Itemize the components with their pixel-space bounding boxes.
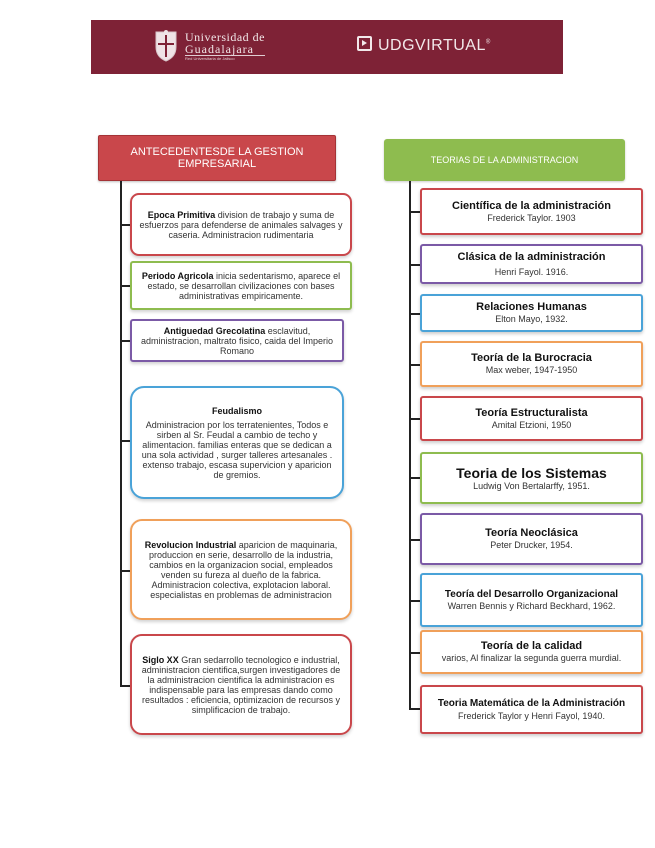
play-square-icon (357, 36, 372, 51)
udg-logo-text (185, 31, 265, 62)
era-card-feudalismo (130, 386, 344, 499)
era-text: Administracion por los terratenientes, Todos e sirben al Sr. Feudal a cambio de techo y alimentacion. familias enteras que se dedican a una sola actividad , surger talleres artesanales . extenso trabajo, escasa supervicion y aparicion de gremios. (141, 419, 333, 480)
university-banner (91, 20, 563, 74)
theory-author: Amital Etzioni, 1950 (491, 419, 572, 430)
right-column-title: TEORIAS DE LA ADMINISTRACION (384, 139, 625, 181)
era-title: Revolucion Industrial (144, 539, 237, 550)
university-crest-icon (153, 29, 179, 63)
udgvirtual-label: UDGVIRTUAL (378, 37, 486, 54)
era-title: Epoca Primitiva (147, 209, 216, 220)
theory-card-relaciones-humanas (420, 294, 643, 332)
theory-title: Teoria de los Sistemas (456, 464, 607, 481)
theory-title: Científica de la administración (452, 199, 611, 212)
era-card-primitiva (130, 193, 352, 256)
theory-author: Ludwig Von Bertalarffy, 1951. (473, 480, 590, 491)
theory-title: Teoría Neoclásica (485, 527, 578, 539)
era-title: Antiguedad Grecolatina (163, 325, 266, 336)
era-text: esclavitud, administracion, maltrato fisico, caida del Imperio Romano (140, 325, 334, 356)
era-description (139, 540, 343, 600)
theory-card-desarrollo-organizacional (420, 573, 643, 627)
theory-title: Teoría de la calidad (480, 640, 583, 652)
theory-card-matematica (420, 685, 643, 734)
era-title: Feudalismo (211, 405, 262, 416)
era-text: aparicion de maquinaria, produccion en serie, desarrollo de la industria, cambios en la organizacion social, empleados venden su fureza al dueño de la fabrica. Administracion colectiva, explotacion laboral. especialistas en problemas de administracion (148, 539, 338, 600)
era-card-grecolatina (130, 319, 344, 362)
theory-title: Teoría Estructuralista (475, 406, 588, 419)
theory-card-sistemas (420, 452, 643, 504)
left-connector-line (120, 181, 122, 686)
udg-line3: Red Universitaria de Jalisco (185, 56, 235, 61)
era-description (139, 655, 343, 715)
theory-author: Frederick Taylor y Henri Fayol, 1940. (458, 711, 605, 721)
era-description (139, 210, 343, 240)
theory-title: Teoría del Desarrollo Organizacional (444, 589, 619, 600)
theory-title: Clásica de la administración (457, 250, 606, 263)
theory-card-estructuralista (420, 396, 643, 441)
era-card-agricola (130, 261, 352, 310)
era-card-revolucion-industrial (130, 519, 352, 620)
theory-card-neoclasica (420, 513, 643, 565)
udg-line2: Guadalajara (185, 43, 265, 56)
udg-line1: Universidad de (185, 30, 265, 44)
era-description (139, 271, 343, 301)
theory-author: varios, Al finalizar la segunda guerra murdial. (441, 653, 622, 663)
theory-author: Frederick Taylor. 1903 (487, 212, 576, 223)
era-text: Gran sedarrollo tecnologico e industrial, administracion cientifica,surgen investigadores de la administracion cientifica la administracion es indispensable para las empresas dando como resultados : eficiencia, optimizacion de recursos y simplificacion de trabajo. (141, 654, 341, 715)
era-title: Periodo Agricola (141, 270, 214, 281)
theory-title: Teoria Matemática de la Administración (437, 698, 626, 709)
era-text: inicia sedentarismo, aparece el estado, se desarrollan civilizaciones con bases administrativas empiricamente. (147, 270, 341, 301)
left-column-title: ANTECEDENTESDE LA GESTION EMPRESARIAL (98, 135, 336, 181)
era-text: division de trabajo y suma de esfuerzos para defenderse de animales salvages y caseria. Administracion rudimentaria (139, 209, 343, 240)
theory-title: Teoría de la Burocracia (471, 352, 592, 364)
era-title: Siglo XX (142, 654, 179, 665)
theory-card-calidad (420, 630, 643, 674)
theory-card-cientifica (420, 188, 643, 235)
theory-author: Elton Mayo, 1932. (495, 314, 568, 324)
theory-title: Relaciones Humanas (476, 301, 587, 313)
theory-card-burocracia (420, 341, 643, 387)
theory-author: Warren Bennis y Richard Beckhard, 1962. (447, 601, 616, 611)
theory-card-clasica (420, 244, 643, 284)
right-connector-line (409, 181, 411, 709)
udgvirtual-logo: UDGVIRTUAL® (357, 36, 491, 55)
theory-description (428, 697, 635, 722)
theory-author: Henri Fayol. 1916. (494, 266, 569, 277)
era-description (139, 326, 335, 356)
theory-author: Peter Drucker, 1954. (490, 540, 573, 550)
theory-author: Max weber, 1947-1950 (485, 365, 578, 375)
era-card-siglo-xx (130, 634, 352, 735)
